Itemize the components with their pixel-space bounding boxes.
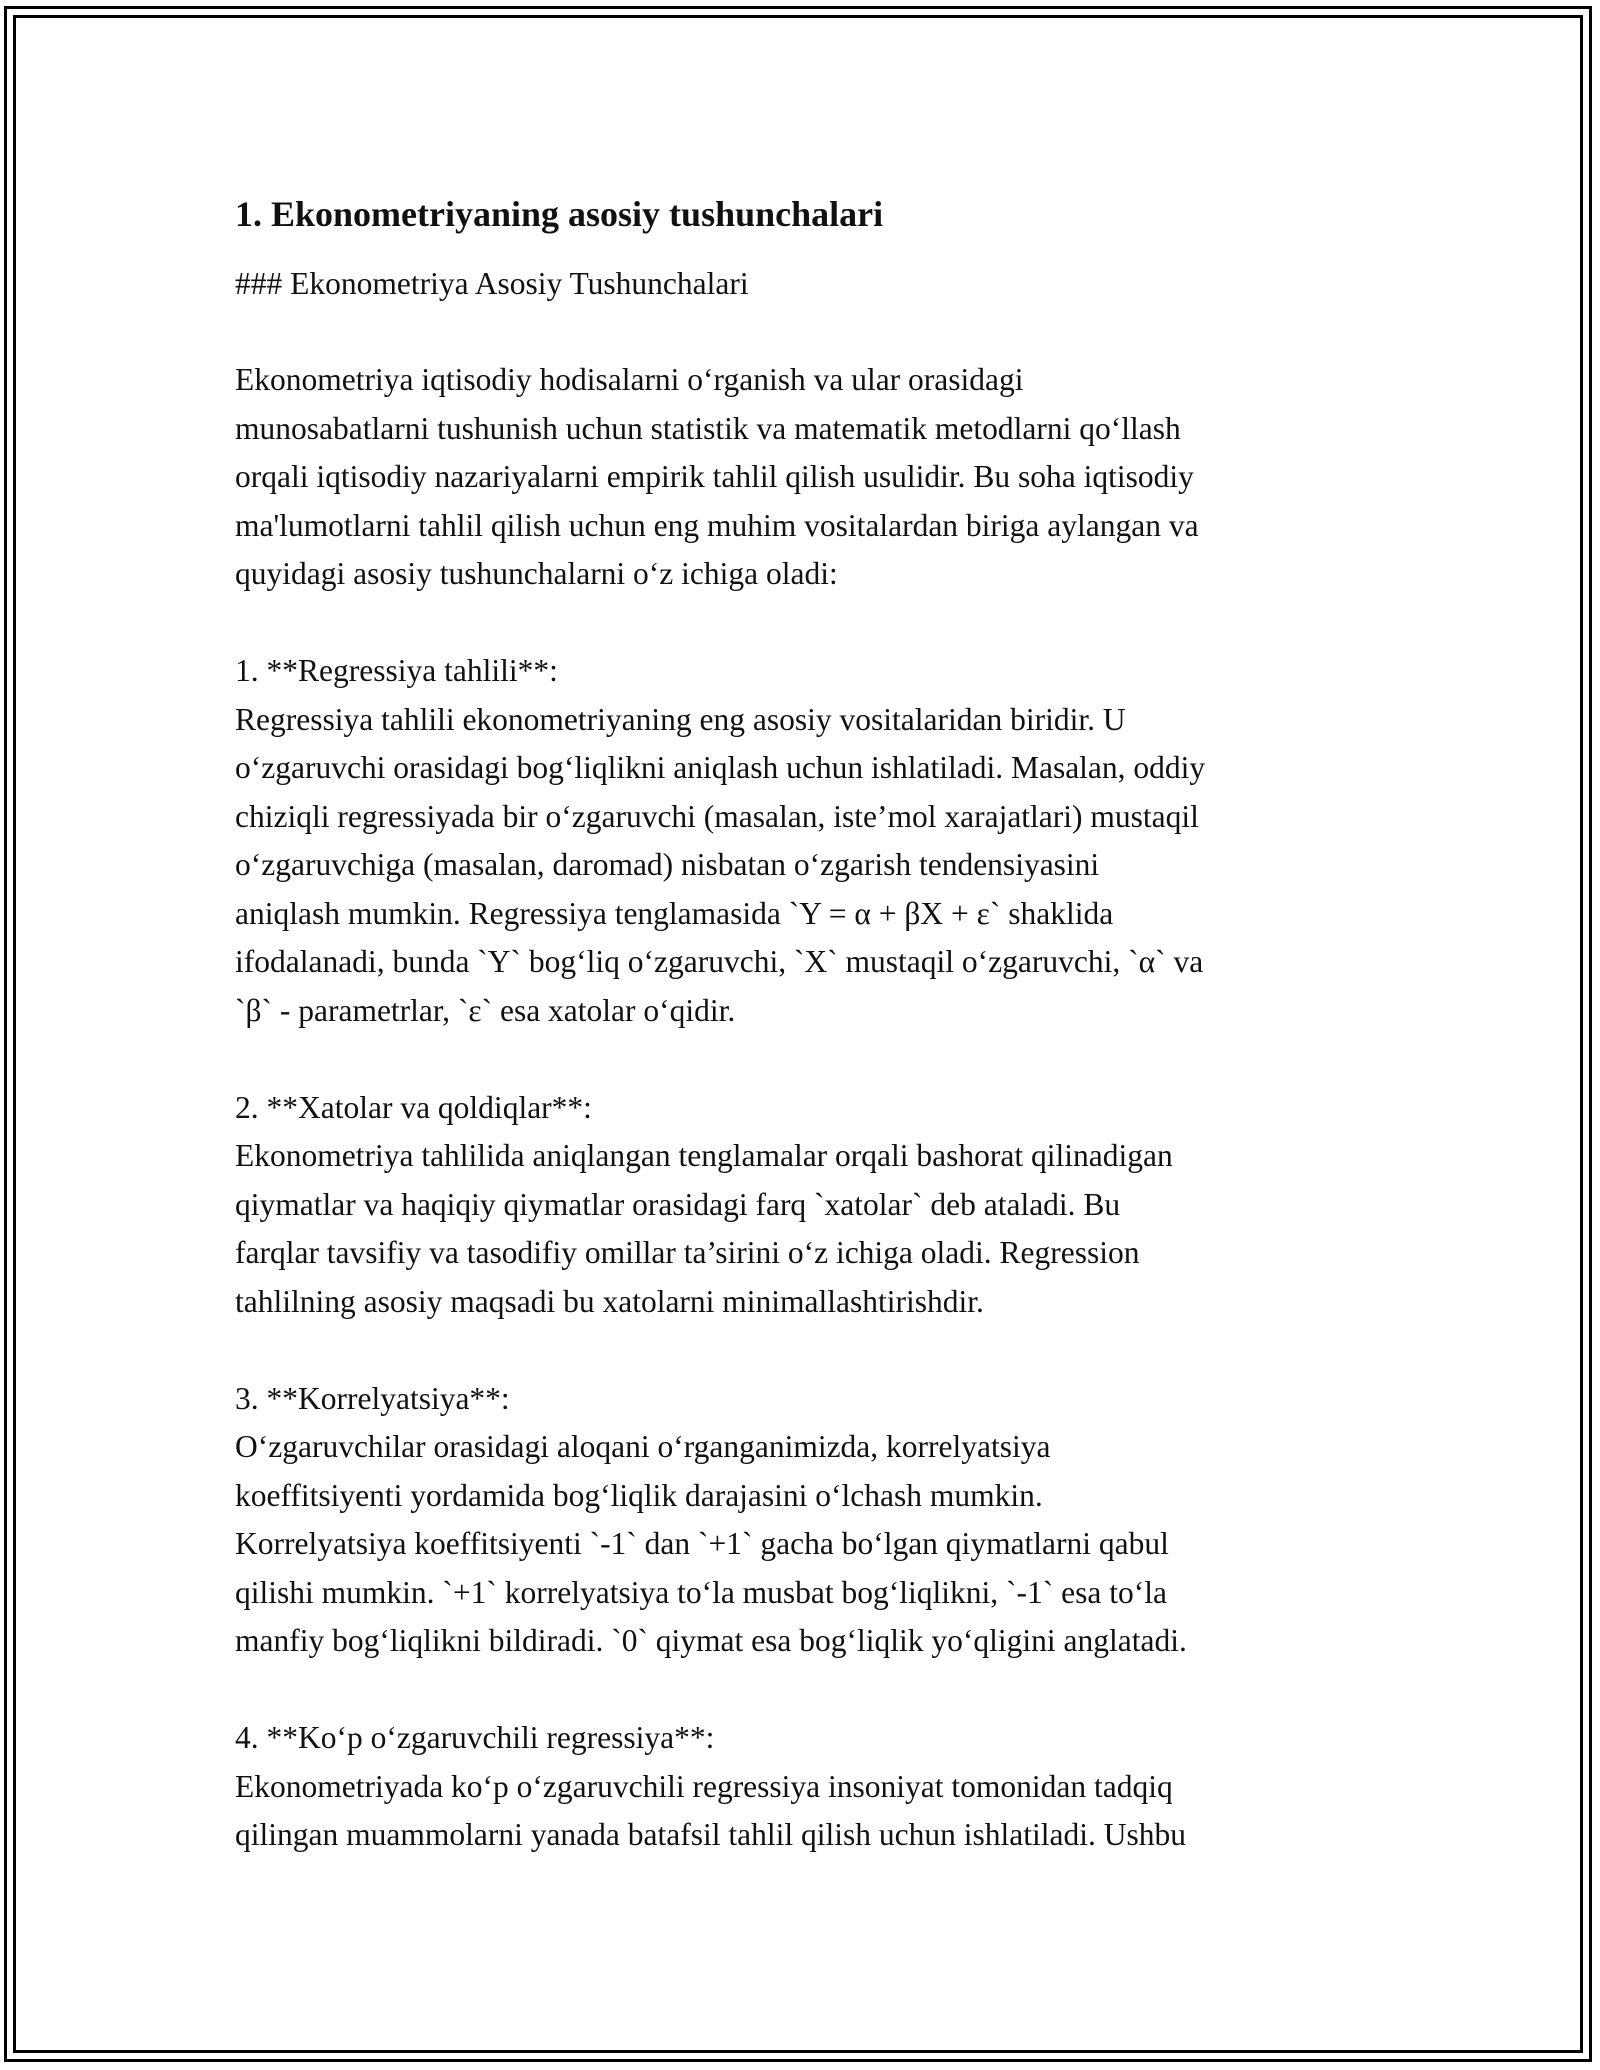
section-body: Ekonometriyada ko‘p o‘zgaruvchili regressiya insoniyat tomonidan tadqiq qilingan muammolarni yanada batafsil tahlil qilish uchun ishlatiladi. Ushbu [235,1768,1186,1852]
section-body: Ekonometriya tahlilida aniqlangan tenglamalar orqali bashorat qilinadigan qiymatlar va haqiqiy qiymatlar orasidagi farq `xatolar` deb ataladi. Bu farqlar tavsifiy va tasodifiy omillar ta’sirini o‘z ichiga oladi. Regression tahlilning asosiy maqsadi bu xatolarni minimallashtirishdir. [235,1138,1173,1319]
section-xatolar [235,1084,1375,1327]
document-subtitle: ### Ekonometriya Asosiy Tushunchalari [235,266,749,301]
section-regressiya [235,647,1375,1035]
intro-paragraph: Ekonometriya iqtisodiy hodisalarni o‘rganish va ular orasidagi munosabatlarni tushunish uchun statistik va matematik metodlarni qo‘llash orqali iqtisodiy nazariyalarni empirik tahlil qilish usulidir. Bu soha iqtisodiy ma'lumotlarni tahlil qilish uchun eng muhim vositalardan biriga aylangan va quyidagi asosiy tushunchalarni o‘z ichiga oladi: [235,362,1199,591]
section-kop-ozgaruvchili [235,1714,1375,1860]
section-body: O‘zgaruvchilar orasidagi aloqani o‘rganganimizda, korrelyatsiya koeffitsiyenti yordamida bog‘liqlik darajasini o‘lchash mumkin. Korrelyatsiya koeffitsiyenti `-1` dan `+1` gacha bo‘lgan qiymatlarni qabul qilishi mumkin. `+1` korrelyatsiya to‘la musbat bog‘liqlikni, `-1` esa to‘la manfiy bog‘liqlikni bildiradi. `0` qiymat esa bog‘liqlik yo‘qligini anglatadi. [235,1429,1187,1658]
section-body: Regressiya tahlili ekonometriyaning eng asosiy vositalaridan biridir. U o‘zgaruvchi orasidagi bog‘liqlikni aniqlash uchun ishlatiladi. Masalan, oddiy chiziqli regressiyada bir o‘zgaruvchi (masalan, iste’mol xarajatlari) mustaqil o‘zgaruvchiga (masalan, daromad) nisbatan o‘zgarish tendensiyasini aniqlash mumkin. Regressiya tenglamasida `Y = α + βX + ε` shaklida ifodalanadi, bunda `Y` bog‘liq o‘zgaruvchi, `X` mustaqil o‘zgaruvchi, `α` va `β` - parametrlar, `ε` esa xatolar o‘qidir. [235,701,1206,1028]
section-heading: 2. **Xatolar va qoldiqlar**: [235,1089,592,1125]
section-korrelyatsiya [235,1375,1375,1666]
document-title: 1. Ekonometriyaning asosiy tushunchalari [235,194,884,234]
section-heading: 1. **Regressiya tahlili**: [235,653,558,688]
document-page [235,190,1375,1908]
section-heading: 4. **Ko‘p o‘zgaruvchili regressiya**: [235,1720,715,1755]
section-heading: 3. **Korrelyatsiya**: [235,1380,510,1416]
